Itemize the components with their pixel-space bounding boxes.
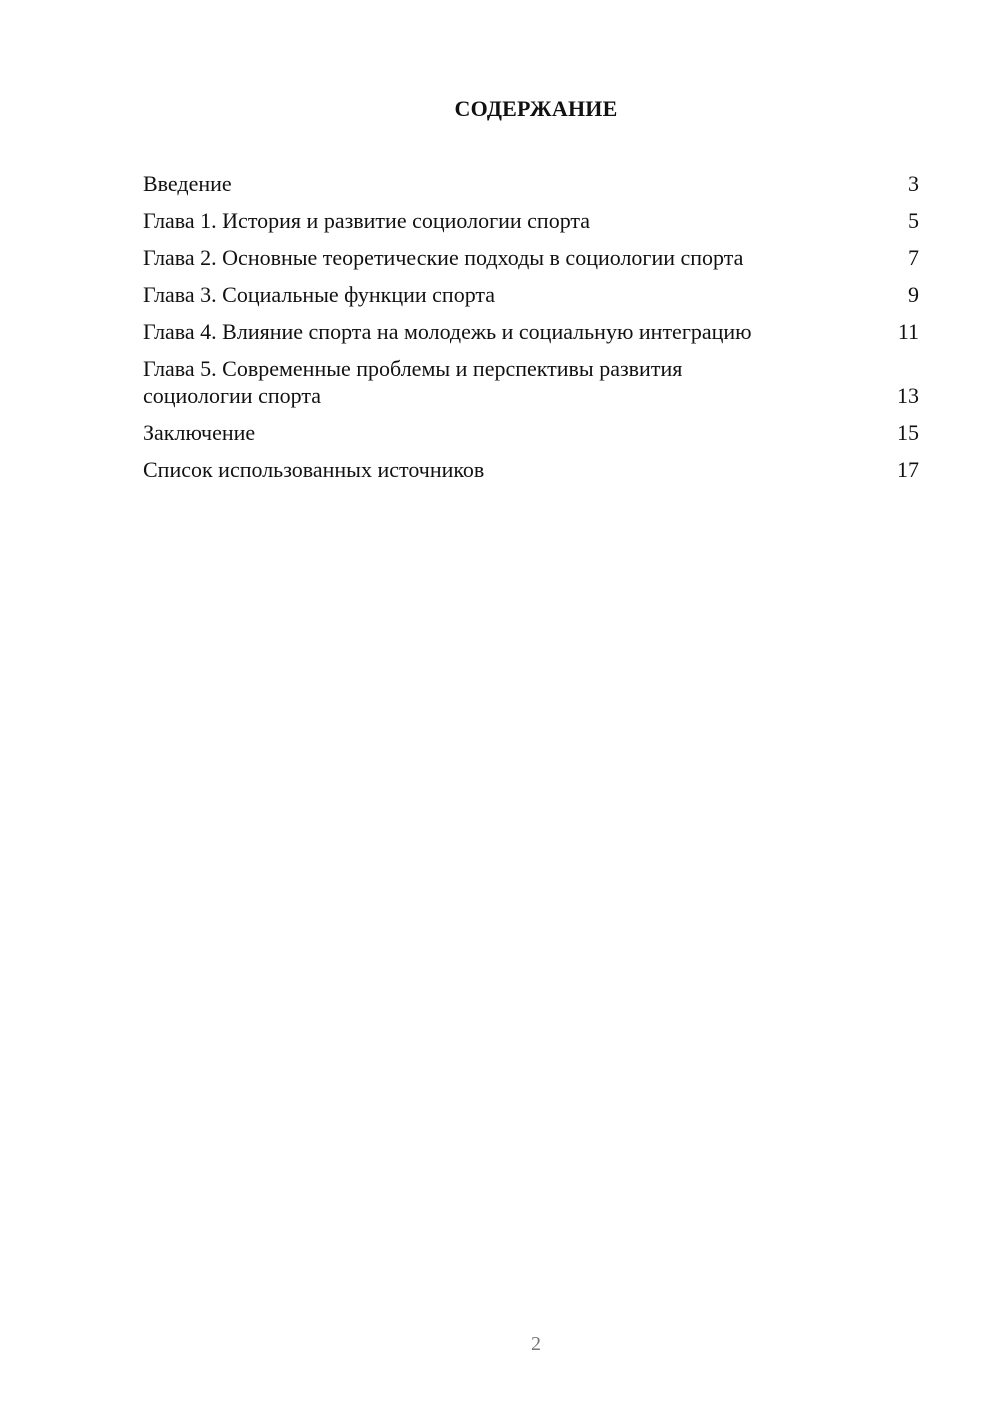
toc-entry-page: 17 [897,457,919,482]
page-title: СОДЕРЖАНИЕ [454,96,618,121]
toc-entry-page: 15 [897,420,919,445]
toc-entry-chapter-4 [143,318,919,345]
toc-entry-page: 7 [908,245,919,270]
toc-entry-page: 11 [897,319,919,344]
toc-entry-label: Глава 5. Современные проблемы и перспективы развития социологии спорта [143,356,683,408]
toc-entry-conclusion [143,419,919,446]
toc-entry-chapter-3 [143,281,919,308]
table-of-contents [143,170,919,493]
page-number: 2 [531,1333,541,1355]
toc-entry-chapter-5 [143,355,919,409]
toc-entry-label: Заключение [143,420,256,445]
toc-entry-label: Глава 3. Социальные функции спорта [143,282,496,307]
toc-entry-introduction [143,170,919,197]
toc-entry-page: 9 [908,282,919,307]
toc-entry-page: 13 [897,383,919,408]
toc-entry-label: Список использованных источников [143,457,485,482]
toc-entry-chapter-2 [143,244,919,271]
toc-entry-page: 5 [908,208,919,233]
toc-entry-label: Глава 4. Влияние спорта на молодежь и социальную интеграцию [143,319,752,344]
toc-entry-page: 3 [908,171,919,196]
toc-entry-label: Введение [143,171,232,196]
toc-entry-label: Глава 1. История и развитие социологии спорта [143,208,591,233]
toc-entry-label: Глава 2. Основные теоретические подходы в социологии спорта [143,245,744,270]
toc-entry-chapter-1 [143,207,919,234]
toc-entry-references [143,456,919,483]
